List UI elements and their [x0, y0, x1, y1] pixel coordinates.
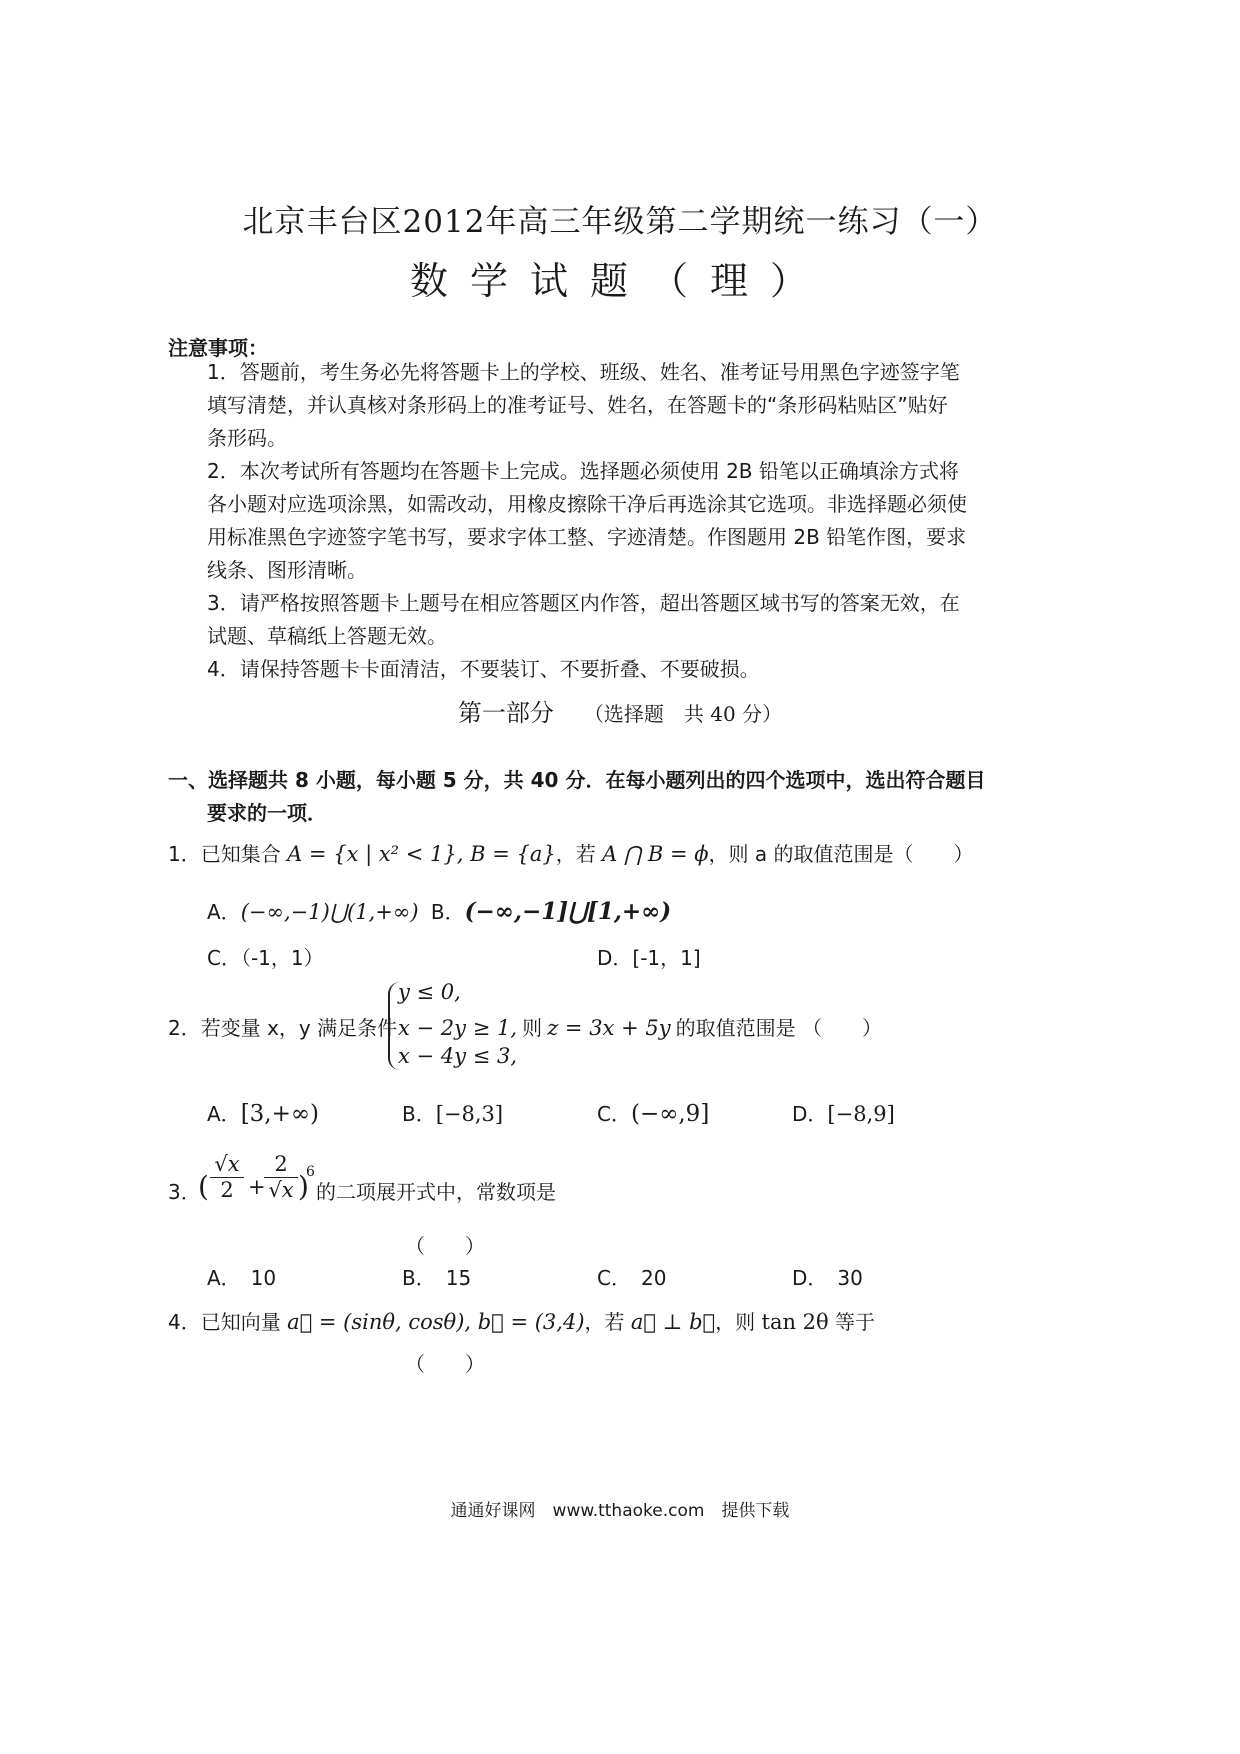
q3-suffix: 的二项展开式中，常数项是: [316, 1180, 556, 1204]
q1-mid: ，若: [555, 842, 596, 866]
q1-prefix: 1．已知集合: [168, 842, 281, 866]
q3-frac2-denominator: √x: [268, 1178, 294, 1202]
q2-constraint-1: y ≤ 0,: [398, 980, 461, 1004]
q1-suffix: ，则 a 的取值范围是（ ）: [708, 842, 974, 866]
q1-math-condition: A ⋂ B = ϕ: [602, 842, 709, 866]
q2-option-c-math: (−∞,9]: [630, 1101, 710, 1127]
q2-prefix: 2．若变量 x，y 满足条件: [168, 1016, 398, 1040]
q1-option-a: [207, 896, 671, 925]
section-line-1: 一、选择题共 8 小题，每小题 5 分，共 40 分．在每小题列出的四个选项中，选出符合题目: [168, 768, 986, 792]
notice-heading: 注意事项：: [168, 336, 268, 360]
q2-answer-paren: （ ）: [802, 1016, 882, 1040]
q2-objective: z = 3x + 5y: [547, 1016, 671, 1040]
q2-option-b: [402, 1098, 503, 1127]
q1-option-a-label: A．: [207, 900, 241, 924]
q1-option-d: D．[-1，1]: [597, 946, 701, 970]
q2-mid: 则: [522, 1016, 543, 1040]
q3-answer-paren: （ ）: [405, 1234, 485, 1258]
question-4: [168, 1306, 875, 1335]
q3-option-a: A． 10: [207, 1266, 277, 1290]
section-line-2: 要求的一项．: [207, 801, 327, 825]
q3-close-paren: ): [298, 1170, 309, 1203]
q2-constraint-3: x − 4y ≤ 3,: [398, 1044, 517, 1068]
q4-prefix: 4．已知向量: [168, 1310, 281, 1334]
q2-option-b-math: [−8,3]: [435, 1102, 504, 1126]
q3-fraction-2: [264, 1152, 298, 1202]
notice-line: 各小题对应选项涂黑，如需改动，用橡皮擦除干净后再选涂其它选项。非选择题必须使: [207, 492, 967, 516]
q2-option-a: [207, 1098, 319, 1127]
q1-option-b-label: B．: [430, 900, 465, 924]
q2-option-a-label: A．: [207, 1102, 241, 1126]
q3-frac2-numerator: 2: [264, 1152, 298, 1178]
q1-option-b-math: (−∞,−1]⋃[1,+∞): [464, 898, 672, 925]
question-1: [168, 838, 974, 867]
q2-option-c-label: C．: [597, 1102, 631, 1126]
q3-option-d: D． 30: [792, 1266, 863, 1290]
q3-number: 3．: [168, 1180, 201, 1204]
part-heading: [0, 693, 1240, 728]
notice-line: 填写清楚，并认真核对条形码上的准考证号、姓名，在答题卡的“条形码粘贴区”贴好: [207, 393, 948, 417]
part-title: 第一部分: [457, 699, 554, 727]
part-note: （选择题 共 40 分）: [583, 702, 783, 726]
q3-option-b: B． 15: [402, 1266, 472, 1290]
notice-line: 试题、草稿纸上答题无效。: [207, 624, 447, 648]
notice-line: 4．请保持答题卡卡面清洁，不要装订、不要折叠、不要破损。: [207, 657, 760, 681]
q4-suffix: ，则: [715, 1310, 756, 1334]
q4-perpendicular: a⃗ ⊥ b⃗: [630, 1310, 716, 1334]
notice-line: 3．请严格按照答题卡上题号在相应答题区内作答，超出答题区域书写的答案无效，在: [207, 591, 960, 615]
q2-constraint-2-line: [398, 1012, 796, 1041]
notice-line: 线条、图形清晰。: [207, 558, 367, 582]
q1-math-sets: A = {x | x² < 1}, B = {a}: [287, 842, 556, 866]
exam-subtitle: 数学试题（理）: [409, 259, 830, 303]
q3-plus: +: [248, 1175, 266, 1199]
q4-tan: tan 2θ: [761, 1310, 829, 1334]
notice-line: 2．本次考试所有答题均在答题卡上完成。选择题必须使用 2B 铅笔以正确填涂方式将: [207, 459, 959, 483]
q2-option-d: [792, 1098, 895, 1127]
q4-answer-paren: （ ）: [405, 1352, 485, 1376]
q4-mid: ，若: [584, 1310, 625, 1334]
q3-open-paren: (: [198, 1170, 209, 1203]
q2-constraint-2: x − 2y ≥ 1,: [398, 1016, 517, 1040]
notice-line: 1．答题前，考生务必先将答题卡上的学校、班级、姓名、准考证号用黑色字迹签字笔: [207, 360, 960, 384]
q4-vectors: a⃗ = (sinθ, cosθ), b⃗ = (3,4): [287, 1310, 585, 1334]
q2-option-c: [597, 1098, 709, 1127]
q3-option-c: C． 20: [597, 1266, 667, 1290]
q3-fraction-1: [210, 1152, 244, 1202]
q3-exponent: 6: [306, 1164, 315, 1180]
q2-option-d-label: D．: [792, 1102, 828, 1126]
notice-line: 条形码。: [207, 426, 287, 450]
footer-source: 通通好课网 www.tthaoke.com 提供下载: [450, 1501, 790, 1521]
notice-block: [207, 356, 967, 686]
q1-option-a-math: (−∞,−1)⋃(1,+∞): [240, 900, 419, 924]
q4-suffix-2: 等于: [835, 1310, 876, 1334]
q2-option-d-math: [−8,9]: [827, 1102, 895, 1126]
q1-option-c: C．（-1，1）: [207, 946, 324, 970]
q2-option-a-math: [3,+∞): [240, 1101, 320, 1127]
q3-frac1-denominator: 2: [220, 1178, 234, 1202]
exam-title: 北京丰台区2012年高三年级第二学期统一练习（一）: [242, 204, 998, 240]
notice-line: 用标准黑色字迹签字笔书写，要求字体工整、字迹清楚。作图题用 2B 铅笔作图，要求: [207, 525, 967, 549]
q3-frac1-numerator: √x: [210, 1152, 244, 1178]
q2-suffix: 的取值范围是: [675, 1016, 796, 1040]
q2-option-b-label: B．: [402, 1102, 436, 1126]
